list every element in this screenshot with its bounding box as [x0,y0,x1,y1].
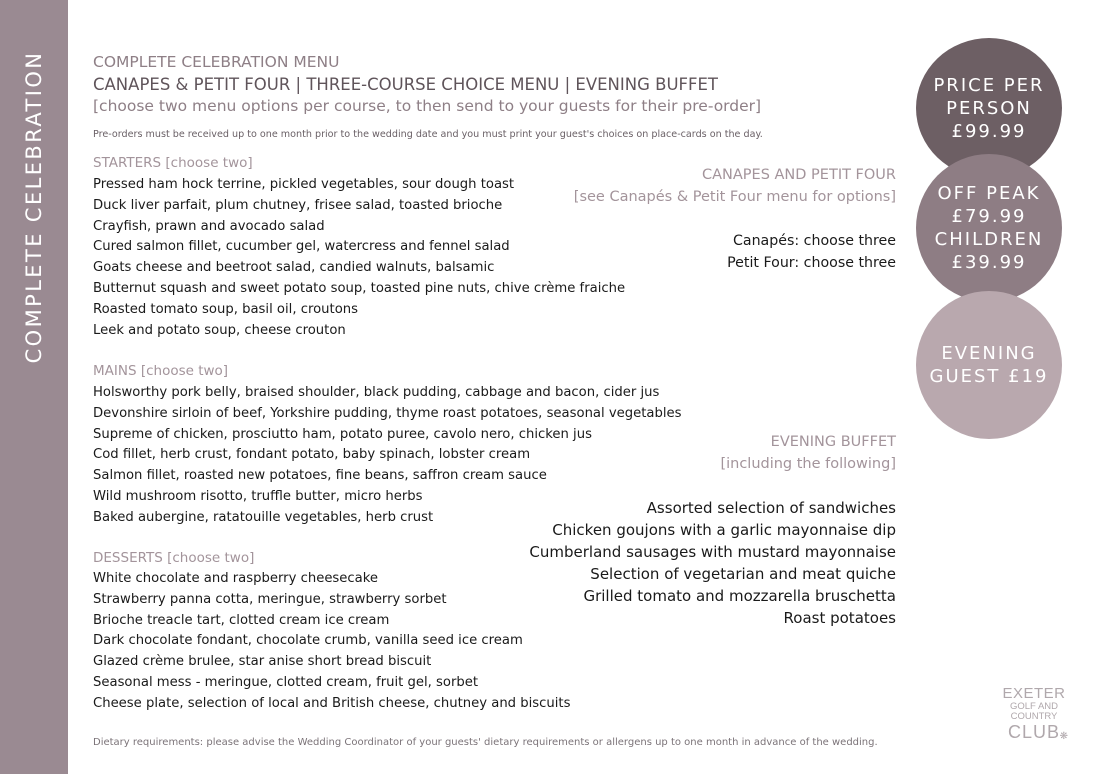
starters-list [93,175,625,341]
menu-instruction: [choose two menu options per course, to then send to your guests for their pre-order] [93,97,762,115]
price-label: PERSON [946,97,1032,119]
list-item: Cured salmon fillet, cucumber gel, watercress and fennel salad [93,239,510,255]
logo-text: GOLF AND [1009,701,1059,712]
price-value: GUEST £19 [929,366,1049,387]
price-label: EVENING [941,343,1037,364]
list-item: Devonshire sirloin of beef, Yorkshire pudding, thyme roast potatoes, seasonal vegetables [93,405,682,421]
canapes-subtitle: [see Canapés & Petit Four menu for options] [573,189,896,205]
list-item: Crayfish, prawn and avocado salad [93,218,325,234]
price-label: PRICE PER [933,74,1045,96]
canapes-title: CANAPES AND PETIT FOUR [701,167,896,183]
menu-subtitle: CANAPES & PETIT FOUR | THREE-COURSE CHOICE MENU | EVENING BUFFET [93,75,719,94]
buffet-title: EVENING BUFFET [770,434,896,450]
sidebar-title: COMPLETE CELEBRATION [22,50,46,364]
list-item: Salmon fillet, roasted new potatoes, fine beans, saffron cream sauce [93,468,547,484]
off-peak-children-badge [916,154,1062,302]
list-item: Assorted selection of sandwiches [646,499,896,517]
list-item: Butternut squash and sweet potato soup, toasted pine nuts, chive crème fraiche [93,280,626,296]
sidebar [0,0,68,774]
desserts-list [93,569,570,715]
list-item: Holsworthy pork belly, braised shoulder, black pudding, cabbage and bacon, cider jus [93,385,660,400]
list-item: Supreme of chicken, prosciutto ham, potato puree, cavolo nero, chicken jus [93,426,592,442]
buffet-subtitle: [including the following] [720,456,896,472]
price-label: CHILDREN [934,229,1044,250]
list-item: Strawberry panna cotta, meringue, strawberry sorbet [93,591,447,607]
list-item: Cod fillet, herb crust, fondant potato, baby spinach, lobster cream [93,447,531,463]
buffet-list [529,497,896,629]
list-item: Goats cheese and beetroot salad, candied walnuts, balsamic [93,260,495,276]
list-item: Brioche treacle tart, clotted cream ice cream [93,612,390,628]
menu-title: COMPLETE CELEBRATION MENU [93,53,340,71]
list-item: Baked aubergine, ratatouille vegetables, herb crust [93,509,434,525]
list-item: Grilled tomato and mozzarella bruschetta [583,587,896,605]
list-item: Glazed crème brulee, star anise short bread biscuit [93,654,432,670]
list-item: Leek and potato soup, cheese crouton [93,322,346,338]
petit-four-choice: Petit Four: choose three [727,255,896,271]
evening-guest-badge [916,291,1062,439]
logo-text: CLUB [1007,722,1060,742]
club-logo [1000,686,1068,742]
price-label: OFF PEAK [937,183,1041,204]
preorder-note: Pre-orders must be received up to one month prior to the wedding date and you must print your guest's choices on place-cards on the day. [93,129,763,140]
price-value: £39.99 [951,252,1027,273]
starters-title: STARTERS [choose two] [93,155,253,171]
list-item: Seasonal mess - meringue, clotted cream, fruit gel, sorbet [93,674,479,690]
dietary-note: Dietary requirements: please advise the Wedding Coordinator of your guests' dietary requirements or allergens up to one month in advance of the wedding. [93,737,878,748]
list-item: Roast potatoes [783,609,896,627]
list-item: Cheese plate, selection of local and British cheese, chutney and biscuits [93,695,571,711]
list-item: Wild mushroom risotto, truffle butter, micro herbs [93,488,423,504]
desserts-title: DESSERTS [choose two] [93,550,255,566]
list-item: Selection of vegetarian and meat quiche [590,565,896,583]
list-item: Roasted tomato soup, basil oil, croutons [93,301,358,317]
logo-text: COUNTRY [1010,711,1058,722]
price-value: £79.99 [951,206,1027,227]
list-item: Duck liver parfait, plum chutney, frisee salad, toasted brioche [93,197,503,213]
canapes-section [574,164,896,274]
list-item: Cumberland sausages with mustard mayonnaise [529,543,896,561]
star-icon: ❋ [1059,731,1068,742]
buffet-section [529,431,896,629]
list-item: Pressed ham hock terrine, pickled vegetables, sour dough toast [93,177,515,192]
canapes-choice: Canapés: choose three [732,233,896,249]
list-item: Chicken goujons with a garlic mayonnaise dip [552,521,896,539]
mains-title: MAINS [choose two] [93,363,229,379]
price-value: £99.99 [951,120,1027,142]
list-item: Dark chocolate fondant, chocolate crumb, vanilla seed ice cream [93,633,523,649]
list-item: White chocolate and raspberry cheesecake [93,571,379,586]
logo-text: EXETER [1002,685,1066,702]
